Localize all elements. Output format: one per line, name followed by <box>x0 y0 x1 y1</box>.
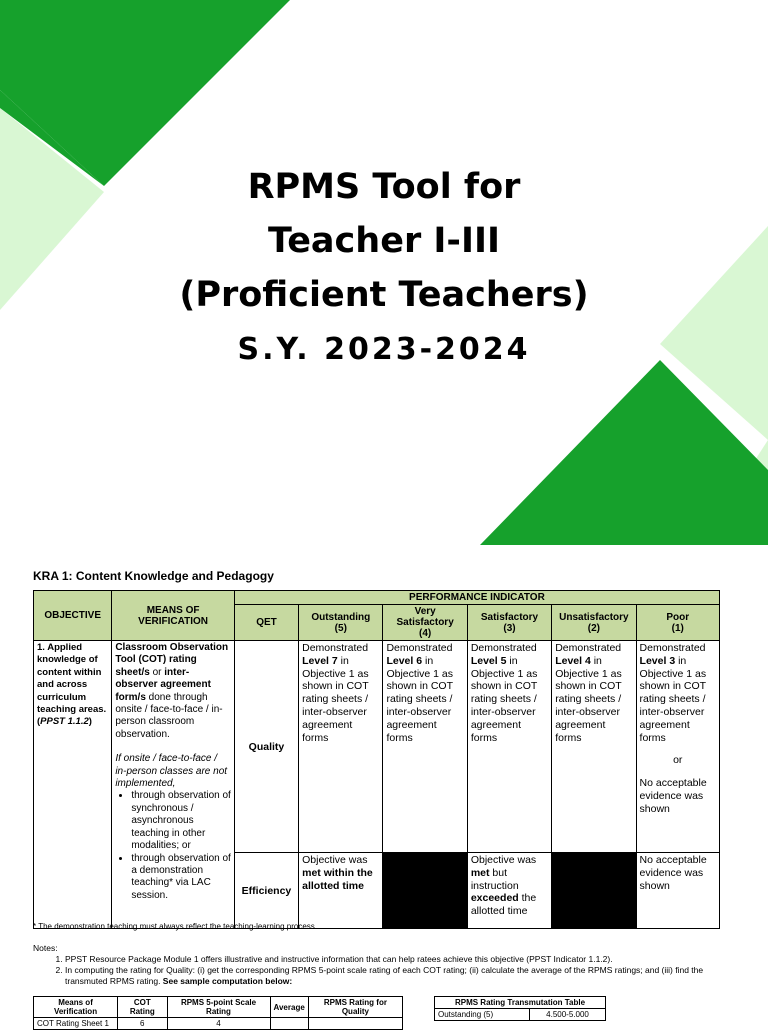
transmutation-title: RPMS Rating Transmutation Table <box>435 997 606 1009</box>
note-item: 2. In computing the rating for Quality: (i) get the corresponding RPMS 5-point scale rating of each COT rating; (ii) calculate the average of the RPMS ratings; and (iii) find the transmuted RPMS rating. See sample computation below: <box>65 965 723 987</box>
means-bullet: • through observation of a demonstration teaching* via LAC session. <box>131 853 231 903</box>
header-very-satisfactory: Very Satisfactory (4) <box>383 605 467 641</box>
efficiency-poor: No acceptable evidence was shown <box>636 853 719 929</box>
header-objective: OBJECTIVE <box>34 591 112 641</box>
quality-poor-extra: No acceptable evidence was shown <box>639 777 707 815</box>
transmutation-cell: 4.500-5.000 <box>529 1009 605 1021</box>
efficiency-very-satisfactory-blank <box>383 853 467 929</box>
header-means: MEANS OF VERIFICATION <box>112 591 235 641</box>
notes-label: Notes: <box>33 943 58 953</box>
header-outstanding: Outstanding (5) <box>299 605 383 641</box>
quality-very-satisfactory: Demonstrated Level 6 in Objective 1 as shown in COT rating sheets / inter-observer agreement forms <box>383 641 467 853</box>
header-qet: QET <box>234 605 298 641</box>
sample-computation-table <box>33 996 403 1030</box>
quality-poor-or: or <box>673 754 683 767</box>
efficiency-outstanding: Objective was met within the allotted time <box>299 853 383 929</box>
means-bullet-list <box>115 790 231 902</box>
sample-header: RPMS Rating for Quality <box>308 997 402 1018</box>
means-italic-note: If onsite / face-to-face / in-person classes are not implemented, <box>115 753 228 790</box>
sample-cell: COT Rating Sheet 1 <box>34 1018 118 1030</box>
sample-header: RPMS 5-point Scale Rating <box>167 997 270 1018</box>
efficiency-satisfactory: Objective was met but instruction exceeded the allotted time <box>467 853 551 929</box>
cover-title-line-2: Teacher I-III <box>267 221 501 261</box>
quality-poor: Demonstrated Level 3 in Objective 1 as shown in COT rating sheets / inter-observer agreement forms or No acceptable evidence was shown <box>636 641 719 853</box>
sample-cell: 4 <box>167 1018 270 1030</box>
quality-outstanding: Demonstrated Level 7 in Objective 1 as shown in COT rating sheets / inter-observer agreement forms <box>299 641 383 853</box>
header-performance-indicator: PERFORMANCE INDICATOR <box>234 591 719 605</box>
cover-title-line-3: (Proficient Teachers) <box>179 275 589 315</box>
footnote: * The demonstration teaching must always reflect the teaching-learning process. <box>33 922 318 931</box>
cover-school-year: S.Y. 2023-2024 <box>237 332 531 367</box>
sample-header: Means of Verification <box>34 997 118 1018</box>
qet-efficiency: Efficiency <box>234 853 298 929</box>
note-item: 1. PPST Resource Package Module 1 offers illustrative and instructive information that can help ratees achieve this objective (PPST Indicator 1.1.2). <box>65 954 723 965</box>
means-bullet: • through observation of synchronous / asynchronous teaching in other modalities; or <box>131 790 231 852</box>
sample-cell: 6 <box>118 1018 167 1030</box>
rubric-table <box>33 590 720 929</box>
transmutation-table <box>434 996 606 1021</box>
quality-unsatisfactory: Demonstrated Level 4 in Objective 1 as shown in COT rating sheets / inter-observer agreement forms <box>552 641 636 853</box>
sample-header: COT Rating <box>118 997 167 1018</box>
sample-header: Average <box>270 997 308 1018</box>
qet-quality: Quality <box>234 641 298 853</box>
efficiency-unsatisfactory-blank <box>552 853 636 929</box>
transmutation-cell: Outstanding (5) <box>435 1009 530 1021</box>
cover-title-line-1: RPMS Tool for <box>247 167 521 207</box>
header-satisfactory: Satisfactory (3) <box>467 605 551 641</box>
notes <box>33 943 723 987</box>
quality-satisfactory: Demonstrated Level 5 in Objective 1 as shown in COT rating sheets / inter-observer agreement forms <box>467 641 551 853</box>
notes-list <box>33 954 723 987</box>
document-page <box>0 545 768 1028</box>
means-cell: Classroom Observation Tool (COT) rating sheet/s or inter-observer agreement form/s done through onsite / face-to-face / in-person classroom observation. If onsite / face-to-face / in-person classes are not implemented, • through observation of synchronous / asynchronous teaching in other modalities; or • through observation of a demonstration teaching* via LAC session. <box>112 641 235 929</box>
cover-title-block <box>0 160 768 374</box>
header-unsatisfactory: Unsatisfactory (2) <box>552 605 636 641</box>
objective-cell: 1. Applied knowledge of content within and across curriculum teaching areas. (PPST 1.1.2) <box>34 641 112 929</box>
kra-heading: KRA 1: Content Knowledge and Pedagogy <box>33 569 274 583</box>
header-poor: Poor (1) <box>636 605 719 641</box>
